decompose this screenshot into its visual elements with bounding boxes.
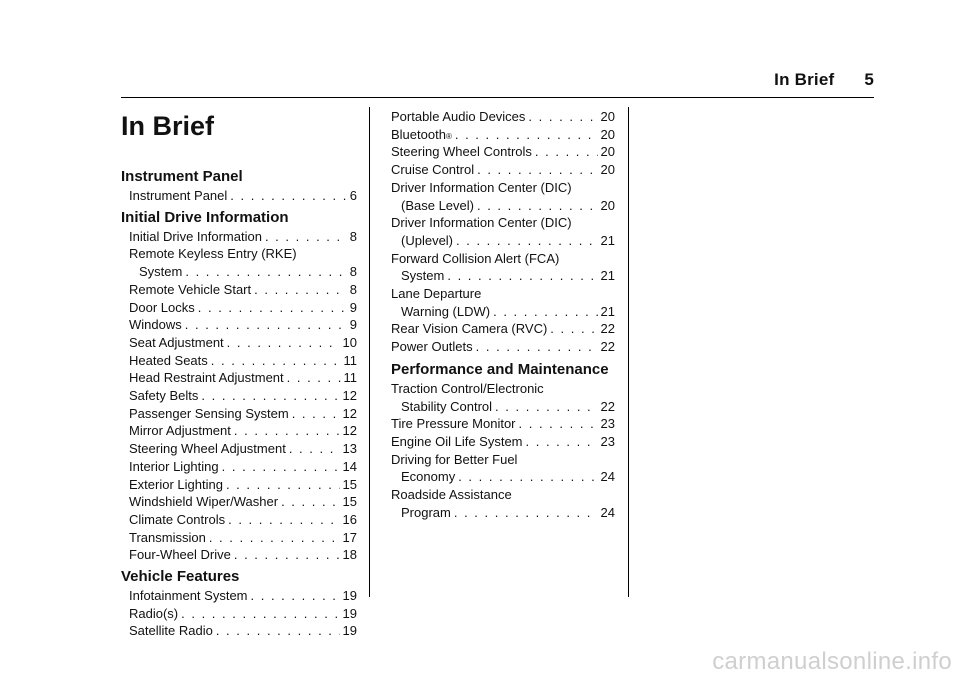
toc-entry-initial-drive-information[interactable] <box>121 228 357 246</box>
toc-entry-page: 8 <box>349 228 357 244</box>
column-divider-2 <box>628 107 629 597</box>
toc-entry-page: 22 <box>600 398 615 414</box>
toc-entry-climate-controls[interactable] <box>121 511 357 529</box>
toc-entry-label: Economy <box>401 469 456 485</box>
toc-entry-remote-vehicle-start[interactable] <box>121 281 357 299</box>
toc-entry-steering-wheel-adjustment[interactable] <box>121 440 357 458</box>
dot-leader <box>454 504 598 522</box>
toc-entry-label: Interior Lighting <box>129 458 219 474</box>
dot-leader <box>535 143 598 161</box>
dot-leader <box>227 334 340 352</box>
toc-entry-transmission[interactable] <box>121 529 357 547</box>
toc-entry-page: 21 <box>600 303 615 319</box>
dot-leader <box>211 352 341 370</box>
toc-entry-label: Mirror Adjustment <box>129 423 231 439</box>
toc-entry-page: 20 <box>600 162 615 178</box>
dot-leader <box>251 587 340 605</box>
dot-leader <box>265 228 347 246</box>
toc-entry-radio-s[interactable] <box>121 605 357 623</box>
toc-entry-lane-departure-warning-ldw[interactable] <box>391 285 615 320</box>
dot-leader <box>226 476 340 494</box>
toc-entry-label: Windows <box>129 317 182 333</box>
page-number: 5 <box>864 70 874 89</box>
column-divider-1 <box>369 107 370 597</box>
toc-entry-page: 9 <box>349 299 357 315</box>
dot-leader <box>550 320 597 338</box>
dot-leader <box>493 303 597 321</box>
toc-entry-page: 19 <box>342 623 357 639</box>
toc-entry-label: Seat Adjustment <box>129 334 224 350</box>
toc-entry-label: Exterior Lighting <box>129 476 223 492</box>
toc-entry-label: Satellite Radio <box>129 623 213 639</box>
toc-entry-page: 18 <box>342 547 357 563</box>
toc-entry-label: Traction Control/Electronic <box>391 380 544 396</box>
toc-entry-label: Driver Information Center (DIC) <box>391 179 572 195</box>
toc-entry-label: Steering Wheel Controls <box>391 144 532 160</box>
toc-entry-page: 10 <box>342 334 357 350</box>
dot-leader <box>185 316 347 334</box>
toc-entry-windshield-wiper-washer[interactable] <box>121 493 357 511</box>
toc-entry-forward-collision-alert-fca-system[interactable] <box>391 250 615 285</box>
toc-entry-label: Infotainment System <box>129 588 248 604</box>
toc-entry-infotainment-system[interactable] <box>121 587 357 605</box>
header-title: In Brief <box>774 70 835 89</box>
toc-entry-door-locks[interactable] <box>121 299 357 317</box>
toc-entry-label: Program <box>401 504 451 520</box>
dot-leader <box>528 108 597 126</box>
toc-entry-page: 23 <box>600 416 615 432</box>
dot-leader <box>228 511 339 529</box>
toc-entry-four-wheel-drive[interactable] <box>121 546 357 564</box>
toc-entry-page: 21 <box>600 268 615 284</box>
dot-leader <box>495 398 597 416</box>
toc-entry-power-outlets[interactable] <box>391 338 615 356</box>
dot-leader <box>185 263 346 281</box>
toc-entry-safety-belts[interactable] <box>121 387 357 405</box>
toc-entry-label: Instrument Panel <box>129 188 228 203</box>
dot-leader <box>456 232 598 250</box>
toc-entry-label: Safety Belts <box>129 388 199 404</box>
toc-entry-interior-lighting[interactable] <box>121 458 357 476</box>
toc-entry-rear-vision-camera-rvc[interactable] <box>391 320 615 338</box>
toc-entry-page: 6 <box>349 188 357 203</box>
toc-entry-label: Radio(s) <box>129 605 179 621</box>
toc-entry-driver-information-center-dic-base-level[interactable] <box>391 179 615 214</box>
toc-entry-seat-adjustment[interactable] <box>121 334 357 352</box>
toc-entry-page: 8 <box>349 264 357 280</box>
toc-entry-label: System <box>401 268 445 284</box>
section-heading-performance-and-maintenance: Performance and Maintenance <box>391 360 609 378</box>
page-header <box>774 70 874 90</box>
toc-entry-label: Lane Departure <box>391 286 482 302</box>
toc-entry-page: 12 <box>342 405 357 421</box>
toc-entry-label: Driver Information Center (DIC) <box>391 215 572 231</box>
dot-leader <box>477 197 598 215</box>
toc-entry-instrument-panel[interactable] <box>121 187 357 205</box>
watermark: carmanualsonline.info <box>712 648 952 675</box>
toc-entry-page: 8 <box>349 281 357 297</box>
dot-leader <box>281 493 339 511</box>
toc-entry-label: Initial Drive Information <box>129 228 262 244</box>
toc-entry-page: 12 <box>342 423 357 439</box>
toc-entry-passenger-sensing-system[interactable] <box>121 405 357 423</box>
toc-entry-label: Stability Control <box>401 398 493 414</box>
toc-column-2 <box>391 108 615 521</box>
toc-entry-label: Windshield Wiper/Washer <box>129 494 279 510</box>
toc-entry-label: Heated Seats <box>129 352 208 368</box>
toc-entry-mirror-adjustment[interactable] <box>121 422 357 440</box>
toc-entry-page: 15 <box>342 494 357 510</box>
toc-entry-page: 9 <box>349 317 357 333</box>
dot-leader <box>230 187 346 205</box>
toc-entry-page: 21 <box>600 232 615 248</box>
section-heading-vehicle-features: Vehicle Features <box>121 568 240 586</box>
toc-entry-label: Passenger Sensing System <box>129 405 289 421</box>
toc-entry-label: (Base Level) <box>401 197 474 213</box>
dot-leader <box>447 267 597 285</box>
toc-entry-satellite-radio[interactable] <box>121 622 357 640</box>
dot-leader <box>287 369 341 387</box>
toc-entry-tire-pressure-monitor[interactable] <box>391 415 615 433</box>
toc-entry-bluetooth[interactable]: Bluetooth ® . . . 20 <box>391 126 615 144</box>
toc-entry-page: 20 <box>600 144 615 160</box>
toc-entry-heated-seats[interactable] <box>121 352 357 370</box>
toc-entry-label: Rear Vision Camera (RVC) <box>391 321 548 337</box>
toc-entry-page: 20 <box>600 126 615 142</box>
toc-entry-steering-wheel-controls[interactable] <box>391 143 615 161</box>
toc-entry-driving-for-better-fuel-economy[interactable] <box>391 451 615 486</box>
section-heading-instrument-panel: Instrument Panel <box>121 168 243 185</box>
dot-leader <box>458 468 597 486</box>
toc-entry-label: System <box>139 264 183 280</box>
dot-leader <box>209 529 340 547</box>
dot-leader <box>222 458 340 476</box>
toc-entry-label: Forward Collision Alert (FCA) <box>391 250 560 266</box>
toc-entry-engine-oil-life-system[interactable] <box>391 433 615 451</box>
dot-leader <box>216 622 340 640</box>
dot-leader <box>292 405 340 423</box>
dot-leader <box>234 546 340 564</box>
toc-entry-label: Cruise Control <box>391 162 475 178</box>
toc-entry-page: 22 <box>600 321 615 337</box>
toc-entry-page: 11 <box>343 370 357 386</box>
toc-entry-page: 20 <box>600 197 615 213</box>
toc-entry-page: 19 <box>342 605 357 621</box>
toc-entry-page: 12 <box>342 388 357 404</box>
toc-entry-page: 23 <box>600 433 615 449</box>
toc-entry-label: Climate Controls <box>129 511 226 527</box>
toc-entry-label: Steering Wheel Adjustment <box>129 441 286 457</box>
toc-entry-exterior-lighting[interactable] <box>121 476 357 494</box>
dot-leader <box>201 387 339 405</box>
dot-leader <box>526 433 598 451</box>
toc-entry-label: Remote Keyless Entry (RKE) <box>129 246 297 262</box>
dot-leader <box>455 126 598 144</box>
section-heading-initial-drive-information: Initial Drive Information <box>121 208 289 226</box>
doc-title: In Brief <box>121 111 215 141</box>
toc-column-1 <box>121 108 357 640</box>
dot-leader <box>476 338 598 356</box>
toc-entry-remote-keyless-entry-rke-system[interactable] <box>121 245 357 280</box>
toc-entry-portable-audio-devices[interactable] <box>391 108 615 126</box>
toc-entry-windows[interactable] <box>121 316 357 334</box>
dot-leader <box>477 161 597 179</box>
toc-entry-page: 19 <box>342 588 357 604</box>
toc-entry-label: Portable Audio Devices <box>391 109 526 124</box>
toc-entry-page: 17 <box>342 529 357 545</box>
toc-entry-label: Driving for Better Fuel <box>391 451 518 467</box>
toc-entry-page: 14 <box>342 458 357 474</box>
toc-entry-label: Transmission <box>129 529 206 545</box>
dot-leader <box>234 422 340 440</box>
toc-entry-label: Engine Oil Life System <box>391 433 523 449</box>
toc-entry-label: (Uplevel) <box>401 232 454 248</box>
dot-leader <box>198 299 347 317</box>
toc-entry-driver-information-center-dic-uplevel[interactable] <box>391 214 615 249</box>
toc-entry-page: 20 <box>600 109 615 124</box>
toc-entry-roadside-assistance-program[interactable] <box>391 486 615 521</box>
toc-entry-page: 22 <box>600 339 615 355</box>
toc-entry-page: 15 <box>342 476 357 492</box>
toc-entry-label: Warning (LDW) <box>401 303 491 319</box>
toc-entry-label: Bluetooth <box>391 126 446 142</box>
toc-column-2-body <box>391 108 615 521</box>
toc-entry-label: Power Outlets <box>391 339 473 355</box>
toc-entry-page: 24 <box>600 504 615 520</box>
toc-entry-page: 24 <box>600 469 615 485</box>
toc-entry-page: 11 <box>343 352 357 368</box>
toc-entry-label: Remote Vehicle Start <box>129 281 252 297</box>
toc-entry-label: Door Locks <box>129 299 195 315</box>
dot-leader <box>289 440 340 458</box>
toc-entry-label: Tire Pressure Monitor <box>391 416 516 432</box>
dot-leader <box>519 415 598 433</box>
dot-leader <box>254 281 347 299</box>
header-rule <box>121 97 874 98</box>
toc-entry-label: Roadside Assistance <box>391 487 512 503</box>
toc-entry-traction-control-electronic-stability-control[interactable] <box>391 380 615 415</box>
toc-entry-cruise-control[interactable] <box>391 161 615 179</box>
toc-entry-head-restraint-adjustment[interactable] <box>121 369 357 387</box>
toc-entry-label: Head Restraint Adjustment <box>129 370 284 386</box>
toc-entry-page: 13 <box>342 441 357 457</box>
toc-column-1-body <box>121 167 357 640</box>
dot-leader <box>181 605 339 623</box>
toc-entry-page: 16 <box>342 511 357 527</box>
toc-entry-label: Four-Wheel Drive <box>129 547 231 563</box>
